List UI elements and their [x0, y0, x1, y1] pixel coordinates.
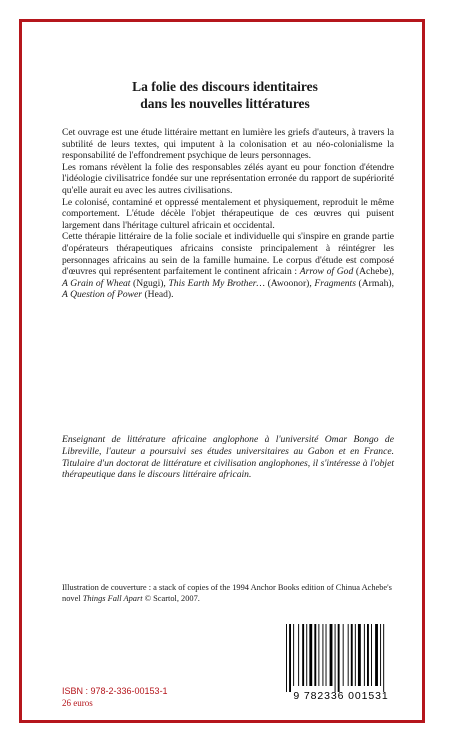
barcode-bar	[371, 624, 372, 686]
work-author: (Head).	[142, 289, 174, 301]
barcode-bar	[367, 624, 369, 686]
barcode-bar	[343, 624, 344, 686]
credit-copyright: © Scartol, 2007.	[142, 594, 200, 603]
barcode-bar	[302, 624, 304, 686]
barcode-bar	[314, 624, 316, 686]
title-line-1: La folie des discours identitaires	[132, 79, 318, 94]
work-title: Arrow of God	[299, 266, 354, 278]
price: 26 euros	[62, 698, 93, 708]
abstract-p4-text: Cette thérapie littéraire de la folie sociale et individuelle qui s'inspire en grande partie d'opérateurs thérapeutiques africains consiste principalement à réintégrer les personnages africains au sein de la famille humaine. Le corpus d'étude est composé d'œuvres qui représentent parfaitement le continent africain :	[62, 231, 394, 278]
work-author: (Achebe),	[353, 266, 395, 278]
credit-text: Illustration de couverture : a stack of copies of the 1994 Anchor Books edition of Chinua Achebe's novel	[62, 583, 392, 603]
barcode-bar	[335, 624, 336, 692]
barcode-bar	[355, 624, 356, 686]
barcode-bar	[338, 624, 340, 692]
work-author: (Awoonor),	[264, 277, 315, 289]
abstract	[62, 127, 394, 301]
barcode-bar	[322, 624, 323, 686]
barcode-bar	[330, 624, 333, 686]
work-author: (Armah),	[355, 277, 394, 289]
abstract-paragraph-2: Les romans révèlent la folie des responsables zélés ayant eu pour fonction d'étendre l'idéologie civilisatrice fondée sur une représentation erronée du rapport de supériorité qu'elle aurait eu avec les autres civilisations.	[62, 161, 394, 196]
barcode-bar	[326, 624, 327, 686]
barcode-bar	[358, 624, 361, 686]
barcode-bar	[298, 624, 299, 686]
barcode-bar	[364, 624, 365, 686]
barcode-bar	[380, 624, 381, 686]
barcode-digits: 9 782336 001531	[293, 690, 389, 702]
book-title	[40, 78, 410, 112]
barcode-bar	[351, 624, 353, 686]
isbn: ISBN : 978-2-336-00153-1	[62, 686, 168, 696]
work-title: A Grain of Wheat	[62, 277, 131, 289]
abstract-paragraph-3: Le colonisé, contaminé et oppressé mentalement et physiquement, reproduit le même comportement. L'étude décèle l'objet thérapeutique de ces œuvres qui puisent largement dans l'héritage culturel africain et occidental.	[62, 196, 394, 231]
work-title: A Question of Power	[62, 289, 143, 301]
barcode-bar	[289, 624, 291, 692]
barcode-bar	[309, 624, 312, 686]
work-title: This Earth My Brother…	[168, 277, 265, 289]
barcode-bar	[375, 624, 378, 686]
barcode-bar	[306, 624, 307, 686]
barcode-bar	[348, 624, 349, 686]
abstract-paragraph-1: Cet ouvrage est une étude littéraire mettant en lumière les griefs d'auteurs, à travers la subtilité de leurs textes, qui imputent à la colonisation et au néo-colonialisme la responsabilité de l'effondrement psychique de leurs personnages.	[62, 127, 394, 162]
work-title: Fragments	[314, 277, 356, 289]
author-bio: Enseignant de littérature africaine anglophone à l'université Omar Bongo de Libreville, l'auteur a poursuivi ses études universitaires au Gabon et en France. Titulaire d'un doctorat de littérature et civilisation anglophones, il s'intéresse à l'objet thérapeutique dans le discours littéraire africain.	[62, 434, 394, 481]
barcode-bars	[282, 624, 400, 692]
cover-credit	[62, 582, 402, 604]
work-author: (Ngugi),	[130, 277, 169, 289]
barcode-bar	[286, 624, 287, 692]
barcode-bar	[293, 624, 294, 686]
title-line-2: dans les nouvelles littératures	[140, 96, 310, 111]
credit-book-title: Things Fall Apart	[82, 594, 143, 603]
barcode-bar	[383, 624, 384, 692]
abstract-paragraph-4	[62, 231, 394, 301]
cover-border	[19, 19, 425, 723]
barcode	[282, 624, 400, 708]
barcode-bar	[318, 624, 319, 686]
